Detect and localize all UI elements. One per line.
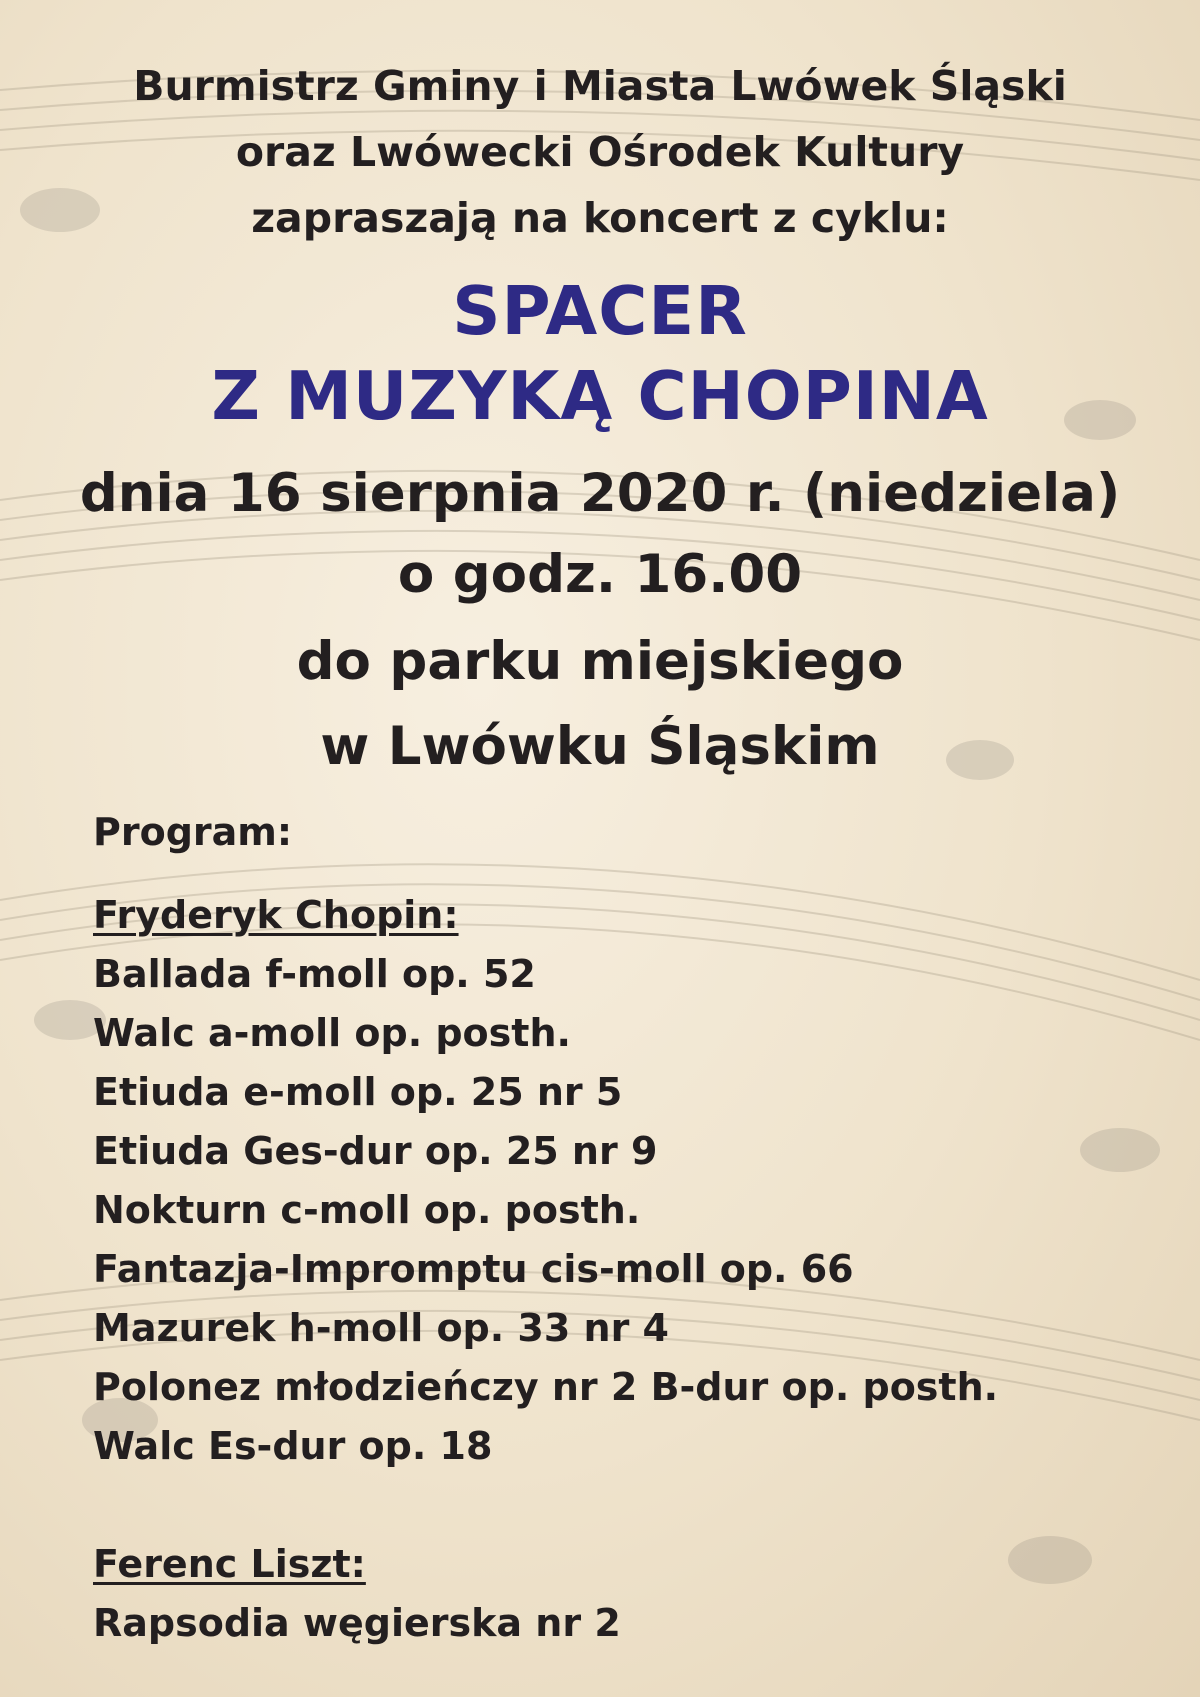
program-heading: Program: (93, 810, 293, 854)
program-item: Ballada f-moll op. 52 (93, 952, 536, 996)
program-item: Fantazja-Impromptu cis-moll op. 66 (93, 1247, 854, 1291)
invitation-line: zapraszają na koncert z cyklu: (251, 194, 949, 242)
program-item: Etiuda e-moll op. 25 nr 5 (93, 1070, 623, 1114)
program-item: Rapsodia węgierska nr 2 (93, 1601, 621, 1645)
organizer-line-2: oraz Lwówecki Ośrodek Kultury (235, 128, 965, 176)
composer-name: Ferenc Liszt: (93, 1542, 366, 1586)
program-item: Nokturn c-moll op. posth. (93, 1188, 641, 1232)
event-time: o godz. 16.00 (397, 544, 803, 605)
program-item: Walc a-moll op. posth. (93, 1011, 571, 1055)
program-item: Polonez młodzieńczy nr 2 B-dur op. posth. (93, 1365, 999, 1409)
event-place-line-1: do parku miejskiego (296, 631, 904, 692)
program-item: Mazurek h-moll op. 33 nr 4 (93, 1306, 669, 1350)
event-title-line-1: SPACER (452, 272, 748, 350)
event-title-line-2: Z MUZYKĄ CHOPINA (211, 357, 989, 435)
organizer-line-1: Burmistrz Gminy i Miasta Lwówek Śląski (133, 62, 1067, 110)
event-date: dnia 16 sierpnia 2020 r. (niedziela) (79, 463, 1121, 524)
event-place-line-2: w Lwówku Śląskim (320, 716, 880, 777)
composer-name: Fryderyk Chopin: (93, 893, 459, 937)
program-item: Etiuda Ges-dur op. 25 nr 9 (93, 1129, 658, 1173)
program-item: Walc Es-dur op. 18 (93, 1424, 493, 1468)
